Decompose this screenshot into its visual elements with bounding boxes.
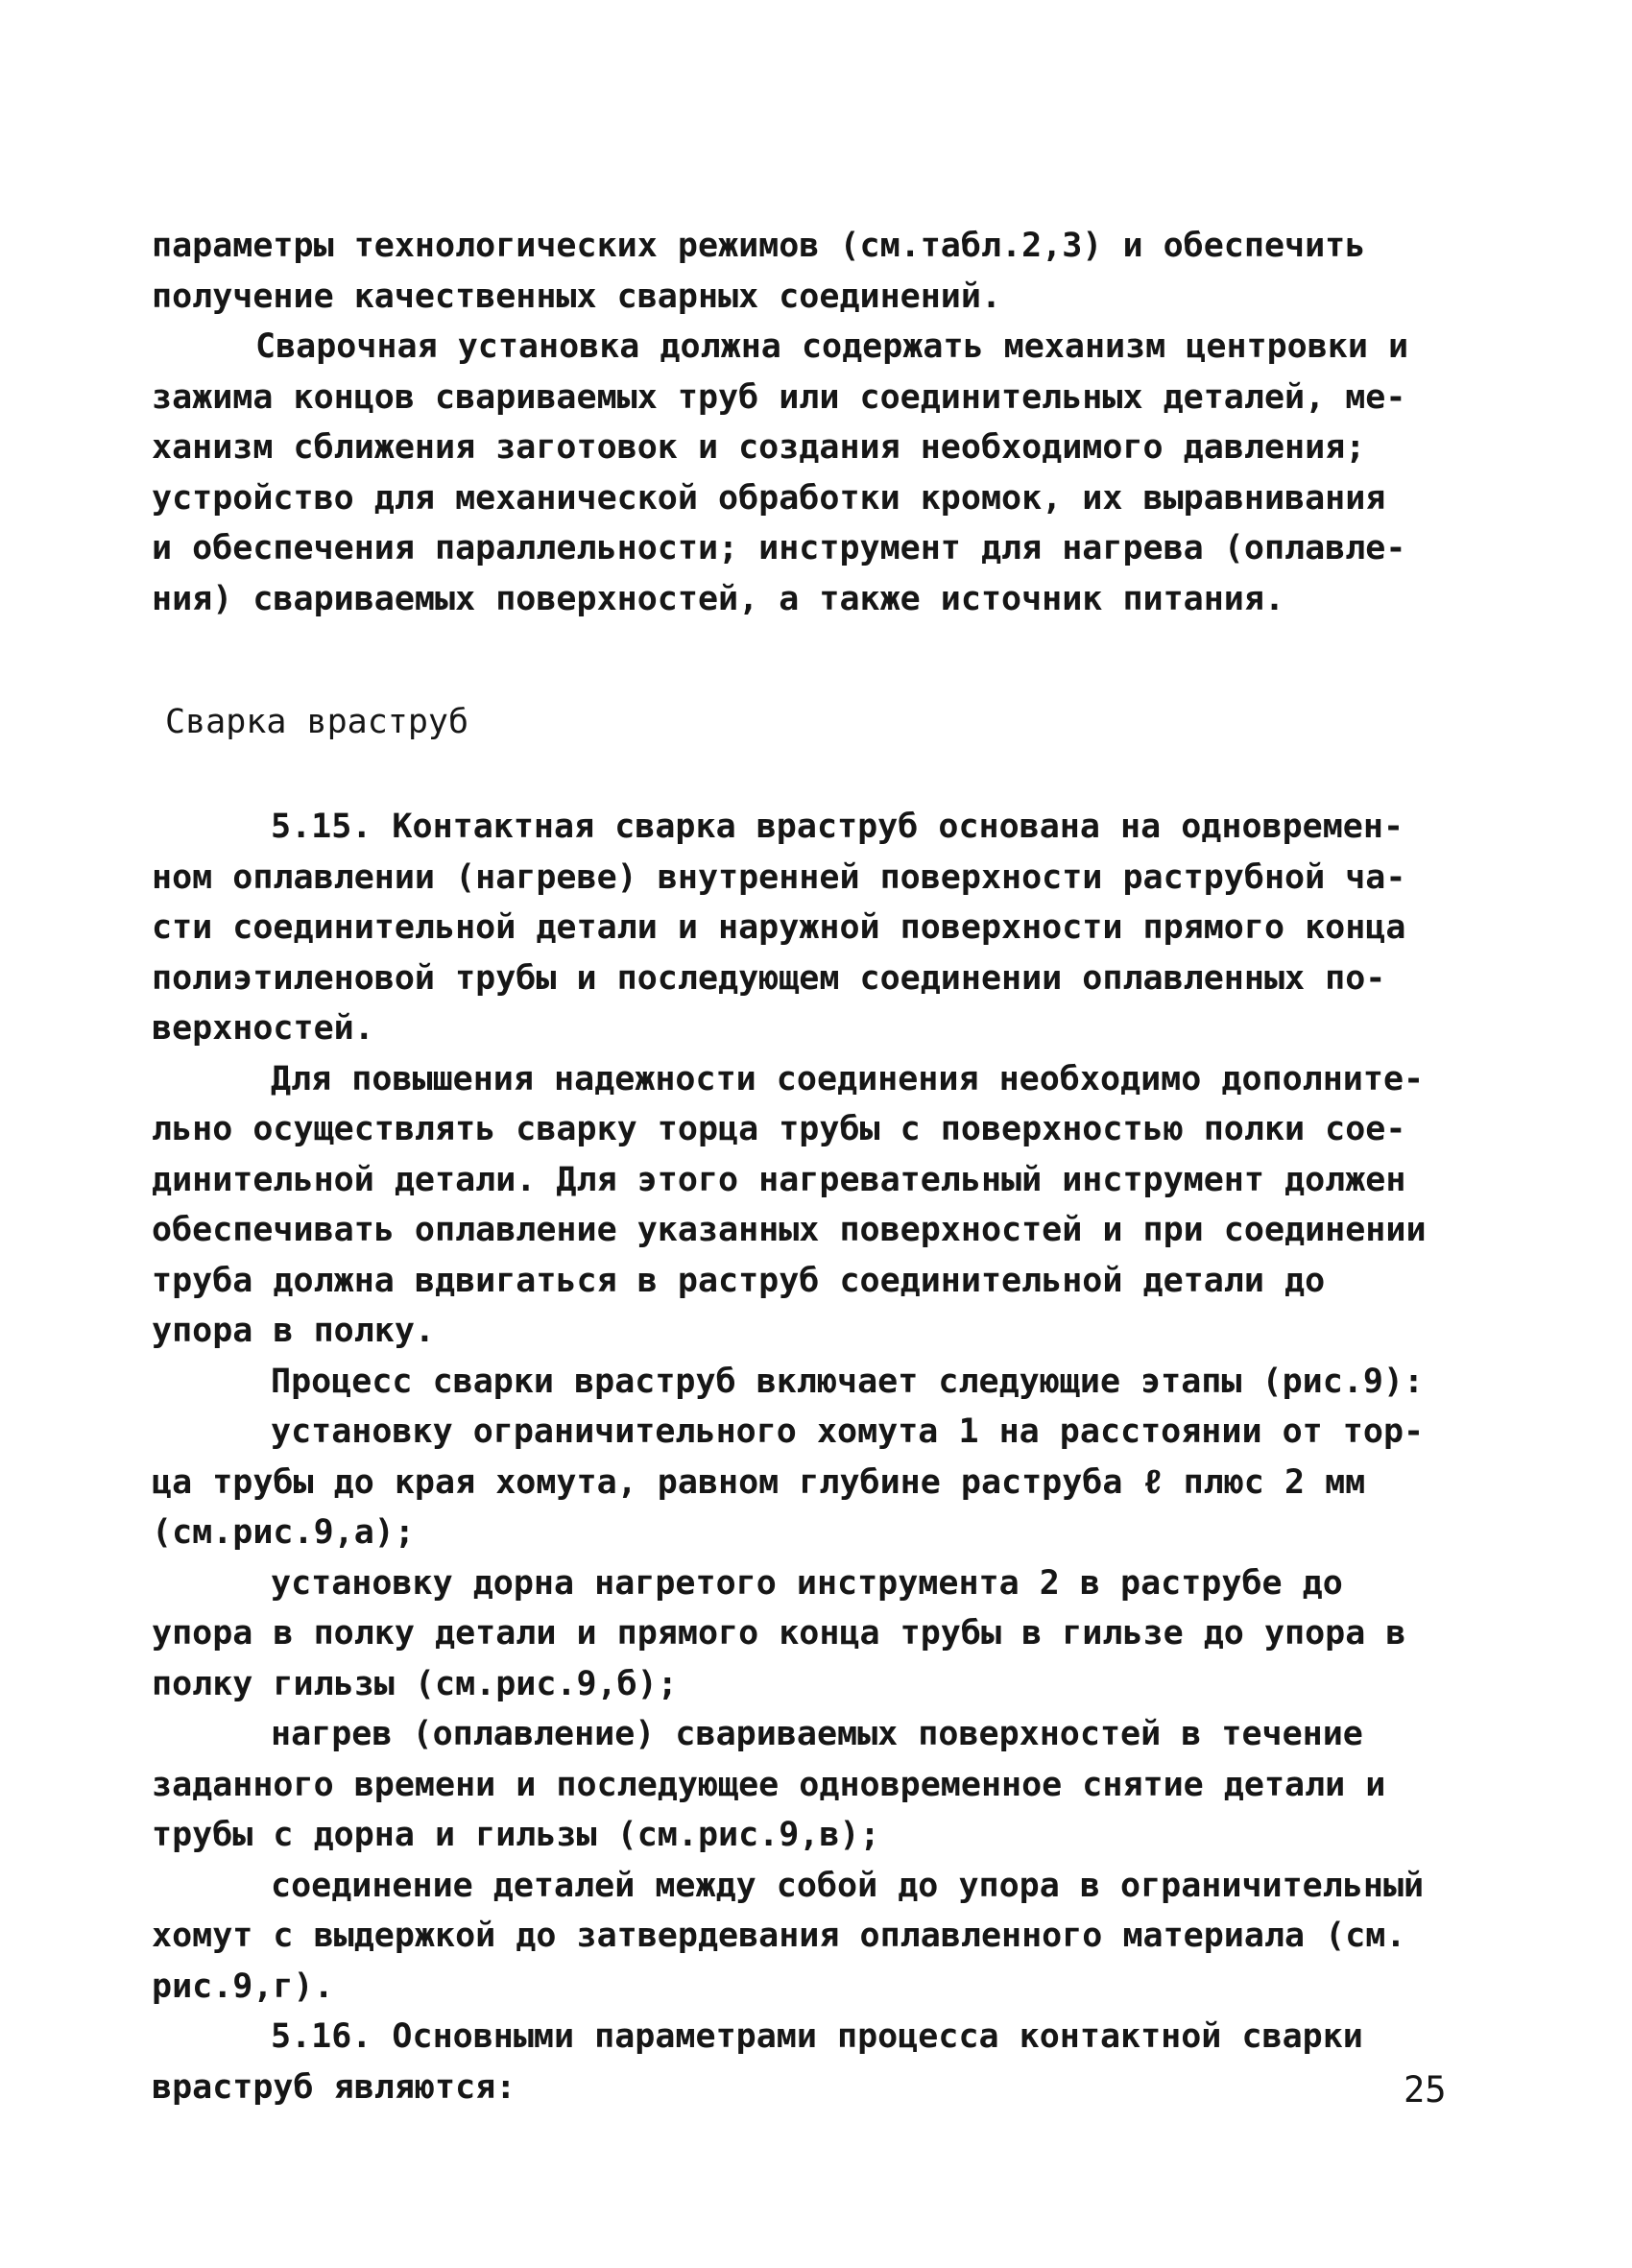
text-line: параметры технологических режимов (см.табл.2,3) и обеспечить (152, 227, 1366, 265)
main-text-block (152, 802, 1457, 2112)
text-line: хомут с выдержкой до затвердевания оплавленного материала (см. (152, 1917, 1406, 1955)
text-line: установку ограничительного хомута 1 на расстоянии от тор- (271, 1412, 1425, 1451)
text-line: 5.15. Контактная сварка враструб основана на одновремен- (271, 808, 1404, 846)
text-line: сти соединительной детали и наружной поверхности прямого конца (152, 908, 1406, 947)
paragraph-5-15 (152, 802, 1457, 1054)
text-line: верхностей. (152, 1009, 374, 1048)
text-line: соединение деталей между собой до упора в ограничительный (271, 1866, 1425, 1905)
text-line: Для повышения надежности соединения необходимо дополните- (271, 1059, 1425, 1098)
text-line: зажима концов свариваемых труб или соединительных деталей, ме- (152, 377, 1406, 417)
paragraph-5-16 (152, 2012, 1457, 2112)
text-line: полиэтиленовой трубы и последующем соединении оплавленных по- (152, 958, 1386, 998)
text-line: Сварочная установка должна содержать механизм центровки и (255, 327, 1409, 366)
text-line: 5.16. Основными параметрами процесса контактной сварки (271, 2017, 1363, 2056)
text-line: динительной детали. Для этого нагревательный инструмент должен (152, 1160, 1406, 1199)
text-line: льно осуществлять сварку торца трубы с поверхностью полки сое- (152, 1110, 1406, 1148)
step-1-paragraph (152, 1407, 1457, 1558)
text-line: обеспечивать оплавление указанных поверхностей и при соединении (152, 1211, 1427, 1249)
step-2-paragraph (152, 1558, 1457, 1710)
text-line: (см.рис.9,а); (152, 1513, 415, 1552)
text-line: ном оплавлении (нагреве) внутренней поверхности раструбной ча- (152, 857, 1406, 897)
text-line: полку гильзы (см.рис.9,б); (152, 1664, 678, 1703)
text-line: Процесс сварки враструб включает следующие этапы (рис.9): (271, 1362, 1425, 1401)
top-text-block (152, 221, 1457, 624)
step-3-paragraph (152, 1709, 1457, 1861)
text-line: труба должна вдвигаться в раструб соединительной детали до (152, 1261, 1326, 1300)
text-line: нагрев (оплавление) свариваемых поверхностей в течение (271, 1715, 1363, 1753)
text-line: установку дорна нагретого инструмента 2 в раструбе до (271, 1563, 1343, 1603)
step-4-paragraph (152, 1861, 1457, 2013)
text-line: заданного времени и последующее одновременное снятие детали и (152, 1765, 1386, 1804)
text-line: ханизм сближения заготовок и создания необходимого давления; (152, 428, 1366, 467)
continued-paragraph (152, 221, 1457, 322)
page-number: 25 (1404, 2069, 1447, 2111)
text-line: враструб являются: (152, 2067, 516, 2107)
text-line: упора в полку детали и прямого конца трубы в гильзе до упора в (152, 1614, 1406, 1653)
equipment-paragraph (152, 322, 1457, 624)
reliability-paragraph (152, 1054, 1457, 1357)
process-intro-paragraph (152, 1357, 1457, 1408)
section-heading: Сварка враструб (165, 703, 469, 741)
text-line: получение качественных сварных соединений. (152, 277, 1002, 316)
text-line: трубы с дорна и гильзы (см.рис.9,в); (152, 1816, 880, 1854)
text-line: рис.9,г). (152, 1966, 334, 2006)
text-line: ния) свариваемых поверхностей, а также источник питания. (152, 579, 1285, 618)
text-line: ца трубы до края хомута, равном глубине раструба ℓ плюс 2 мм (152, 1462, 1366, 1502)
text-line: устройство для механической обработки кромок, их выравнивания (152, 478, 1386, 518)
text-line: упора в полку. (152, 1312, 436, 1350)
text-line: и обеспечения параллельности; инструмент для нагрева (оплавле- (152, 529, 1406, 567)
